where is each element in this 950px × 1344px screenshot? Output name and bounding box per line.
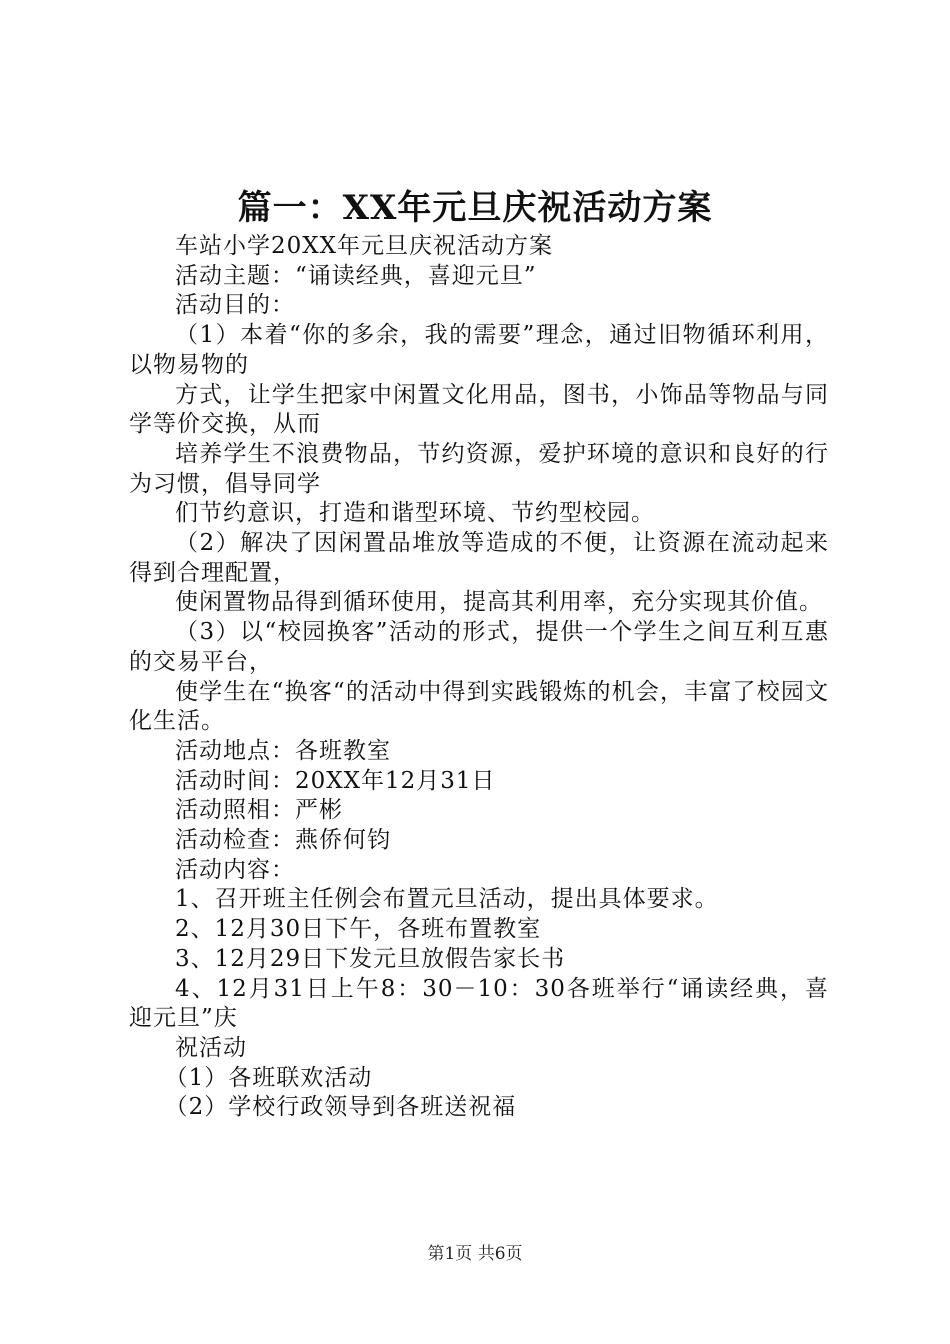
body-line: 活动检查：燕侨何钧 [175, 827, 391, 854]
body-paragraph: （1）本着“你的多余，我的需要”理念，通过旧物循环利用，以物易物的 [129, 322, 829, 378]
body-line: 活动主题：“诵读经典，喜迎元旦” [175, 262, 537, 289]
body-sub-item: （1）各班联欢活动 [164, 1064, 373, 1091]
body-line: 1、召开班主任例会布置元旦活动，提出具体要求。 [175, 886, 719, 913]
body-paragraph: 4、12月31日上午8：30－10：30各班举行“诵读经典，喜迎元旦”庆 [129, 975, 829, 1032]
body-line: 活动目的： [175, 292, 295, 319]
document-title: 篇一：XX年元旦庆祝活动方案 [237, 188, 713, 228]
body-paragraph: （3）以“校园换客”活动的形式，提供一个学生之间互利互惠的交易平台， [129, 619, 829, 675]
body-paragraph: 们节约意识，打造和谐型环境、节约型校园。 [175, 500, 655, 527]
body-line: 2、12月30日下午，各班布置教室 [175, 916, 542, 943]
body-line: 活动照相：严彬 [175, 797, 343, 824]
document-body [129, 232, 829, 1123]
body-line: 祝活动 [175, 1034, 247, 1061]
body-sub-item: （2）学校行政领导到各班送祝福 [164, 1094, 517, 1121]
body-paragraph: 培养学生不浪费物品，节约资源，爱护环境的意识和良好的行为习惯，倡导同学 [129, 440, 829, 497]
body-line: 车站小学20XX年元旦庆祝活动方案 [175, 233, 554, 259]
body-line: 3、12月29日下发元旦放假告家长书 [175, 945, 566, 972]
body-line: 活动内容： [175, 856, 295, 883]
body-paragraph: （2）解决了因闲置品堆放等造成的不便，让资源在流动起来得到合理配置， [129, 530, 829, 586]
body-paragraph: 使学生在“换客“的活动中得到实践锻炼的机会，丰富了校园文化生活。 [129, 678, 829, 735]
body-paragraph: 方式，让学生把家中闲置文化用品，图书，小饰品等物品与同学等价交换，从而 [129, 381, 829, 438]
body-line: 活动地点：各班教室 [175, 737, 391, 764]
body-paragraph: 使闲置物品得到循环使用，提高其利用率，充分实现其价值。 [175, 589, 823, 616]
body-line: 活动时间：20XX年12月31日 [175, 767, 496, 794]
page-footer: 第1页 共6页 [427, 1244, 523, 1264]
